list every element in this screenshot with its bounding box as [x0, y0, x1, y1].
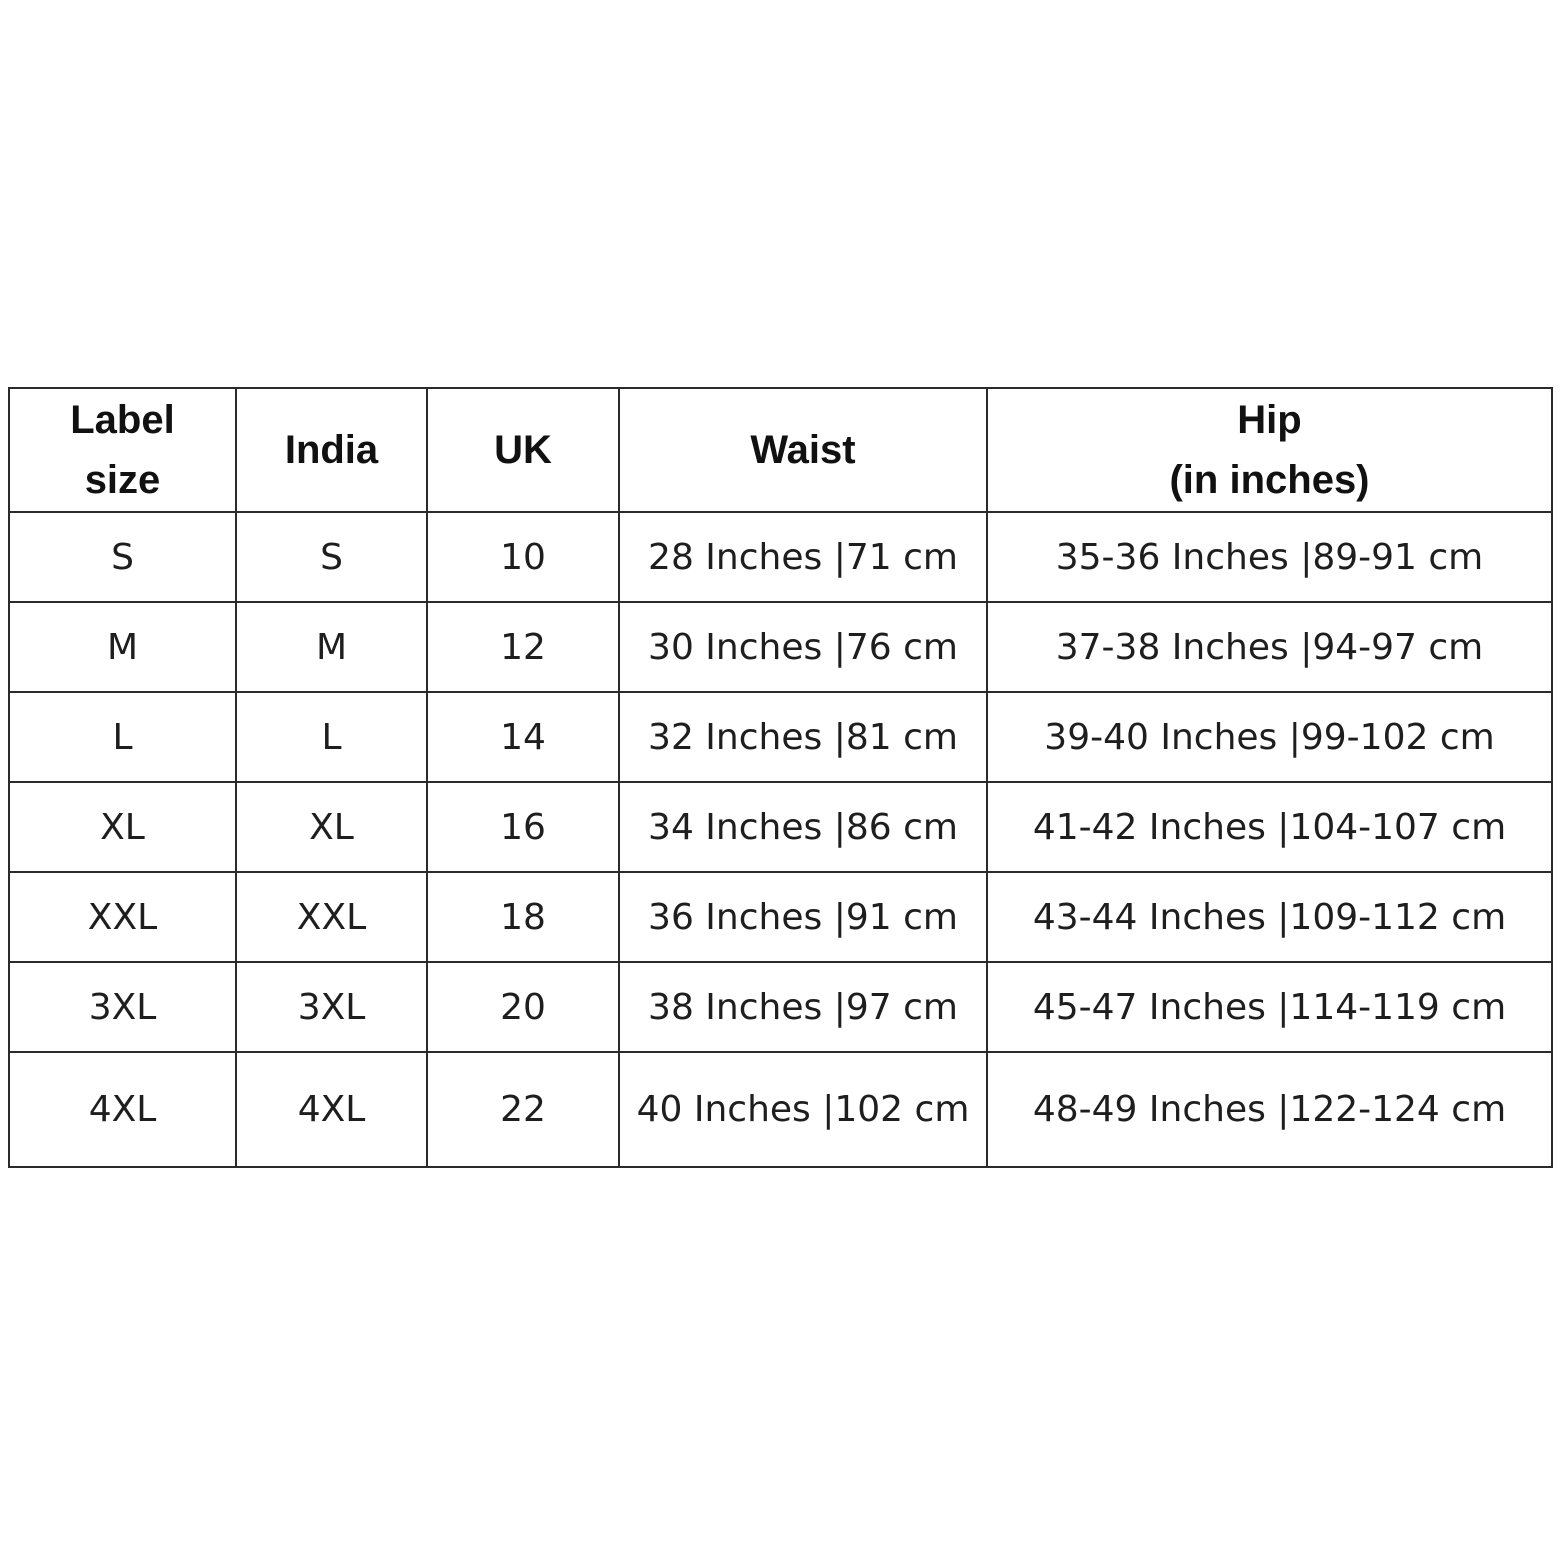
cell-india: S: [236, 512, 427, 602]
cell-uk: 20: [427, 962, 619, 1052]
header-label-size: [9, 388, 236, 512]
cell-uk: 12: [427, 602, 619, 692]
cell-uk: 16: [427, 782, 619, 872]
cell-hip: 37-38 Inches |94-97 cm: [987, 602, 1552, 692]
cell-india: 3XL: [236, 962, 427, 1052]
cell-india: XXL: [236, 872, 427, 962]
cell-uk: 18: [427, 872, 619, 962]
header-waist: Waist: [619, 388, 987, 512]
cell-hip: 39-40 Inches |99-102 cm: [987, 692, 1552, 782]
table-row: [9, 1052, 1552, 1167]
cell-waist: 32 Inches |81 cm: [619, 692, 987, 782]
size-chart-table: [8, 387, 1553, 1168]
cell-waist: 40 Inches |102 cm: [619, 1052, 987, 1167]
cell-waist: 28 Inches |71 cm: [619, 512, 987, 602]
cell-label-size: S: [9, 512, 236, 602]
cell-hip: 48-49 Inches |122-124 cm: [987, 1052, 1552, 1167]
cell-india: XL: [236, 782, 427, 872]
cell-waist: 36 Inches |91 cm: [619, 872, 987, 962]
cell-uk: 14: [427, 692, 619, 782]
cell-hip: 35-36 Inches |89-91 cm: [987, 512, 1552, 602]
cell-waist: 38 Inches |97 cm: [619, 962, 987, 1052]
cell-uk: 10: [427, 512, 619, 602]
header-label-size-line-1: Label: [70, 398, 175, 442]
cell-hip: 45-47 Inches |114-119 cm: [987, 962, 1552, 1052]
cell-label-size: 3XL: [9, 962, 236, 1052]
table-row: [9, 512, 1552, 602]
header-row: [9, 388, 1552, 512]
table-row: [9, 602, 1552, 692]
cell-waist: 30 Inches |76 cm: [619, 602, 987, 692]
header-hip-line-2: (in inches): [1169, 458, 1370, 502]
cell-india: L: [236, 692, 427, 782]
table-row: [9, 782, 1552, 872]
cell-uk: 22: [427, 1052, 619, 1167]
header-hip: [987, 388, 1552, 512]
cell-label-size: L: [9, 692, 236, 782]
header-hip-line-1: Hip: [1237, 398, 1302, 442]
header-uk: UK: [427, 388, 619, 512]
cell-hip: 43-44 Inches |109-112 cm: [987, 872, 1552, 962]
cell-label-size: XL: [9, 782, 236, 872]
table-row: [9, 692, 1552, 782]
header-india: India: [236, 388, 427, 512]
cell-india: M: [236, 602, 427, 692]
cell-hip: 41-42 Inches |104-107 cm: [987, 782, 1552, 872]
header-label-size-line-2: size: [84, 458, 161, 502]
table-row: [9, 872, 1552, 962]
cell-india: 4XL: [236, 1052, 427, 1167]
cell-label-size: M: [9, 602, 236, 692]
cell-label-size: XXL: [9, 872, 236, 962]
cell-label-size: 4XL: [9, 1052, 236, 1167]
table-row: [9, 962, 1552, 1052]
cell-waist: 34 Inches |86 cm: [619, 782, 987, 872]
